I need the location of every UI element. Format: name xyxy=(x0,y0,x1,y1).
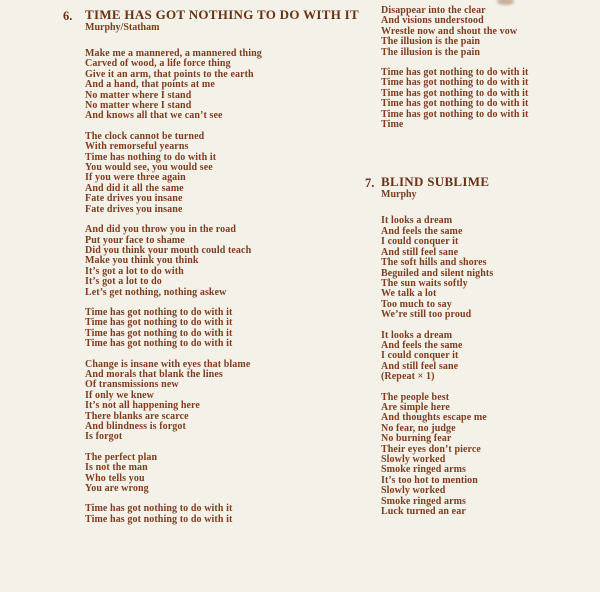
song-7-title: BLIND SUBLIME xyxy=(381,174,490,190)
lyric-line: Put your face to shame xyxy=(85,234,185,246)
song-7-lyrics xyxy=(381,216,596,517)
lyric-line: Their eyes don’t pierce xyxy=(381,443,481,455)
lyric-line: Are simple here xyxy=(381,401,450,413)
lyric-line: Is not the man xyxy=(85,462,148,474)
lyric-line: With remorseful yearns xyxy=(85,141,189,153)
lyric-line: You would see, you would see xyxy=(85,162,213,174)
lyric-line: You are wrong xyxy=(85,483,149,495)
lyric-line: No matter where I stand xyxy=(85,89,192,101)
lyric-line: If you were three again xyxy=(85,172,186,184)
lyric-line: Make you think you think xyxy=(85,255,199,267)
lyric-line: It looks a dream xyxy=(381,215,453,227)
stanza xyxy=(85,360,375,443)
lyric-line: Time has got nothing to do with it xyxy=(381,77,529,89)
lyric-line: Luck turned an ear xyxy=(381,506,466,518)
lyric-line: And morals that blank the lines xyxy=(85,368,223,380)
lyric-line: I could conquer it xyxy=(381,236,459,248)
left-column xyxy=(63,7,375,535)
lyric-line: Of transmissions new xyxy=(85,379,179,391)
song-6-heading xyxy=(63,7,375,34)
lyric-line: Is forgot xyxy=(85,431,123,443)
lyric-line: (Repeat × 1) xyxy=(381,371,435,383)
song-7-number: 7. xyxy=(365,176,375,191)
lyric-line: Carved of wood, a life force thing xyxy=(85,58,231,70)
lyric-line: Let’s get nothing, nothing askew xyxy=(85,286,227,298)
lyric-line: Wrestle now and shout the vow xyxy=(381,25,518,37)
lyric-line: The perfect plan xyxy=(85,451,158,463)
lyric-line: Smoke ringed arms xyxy=(381,464,467,476)
lyric-line: And blindness is forgot xyxy=(85,421,186,432)
lyric-line: Time has got nothing to do with it xyxy=(85,317,233,329)
lyric-line: Time has got nothing to do with it xyxy=(85,338,233,350)
lyric-line: It’s got a lot to do xyxy=(85,276,162,288)
lyric-line: Time has got nothing to do with it xyxy=(85,327,233,339)
lyric-line: Time has got nothing to do with it xyxy=(381,108,529,120)
stanza xyxy=(381,331,596,383)
lyric-line: And still feel sane xyxy=(381,246,459,258)
lyric-line: Time has got nothing to do with it xyxy=(381,87,529,99)
stanza xyxy=(85,504,375,525)
lyric-line: It’s not all happening here xyxy=(85,400,200,412)
lyric-line: The clock cannot be turned xyxy=(85,130,205,142)
song-6-number: 6. xyxy=(63,9,73,23)
stanza xyxy=(85,49,375,122)
lyric-line: Beguiled and silent nights xyxy=(381,267,494,279)
lyric-line: It looks a dream xyxy=(381,329,453,341)
lyric-line: Disappear into the clear xyxy=(381,5,486,16)
lyric-line: The illusion is the pain xyxy=(381,36,481,48)
lyric-line: The illusion is the pain xyxy=(381,46,481,58)
lyric-line: No burning fear xyxy=(381,433,452,445)
lyric-line: Give it an arm, that points to the earth xyxy=(85,68,254,80)
stanza xyxy=(85,308,375,350)
stanza xyxy=(381,68,596,130)
lyric-line: I could conquer it xyxy=(381,350,459,362)
lyric-line: The soft hills and shores xyxy=(381,257,487,269)
lyric-line: Fate drives you insane xyxy=(85,203,183,215)
lyric-line: And visions understood xyxy=(381,15,484,27)
lyric-line: Fate drives you insane xyxy=(85,193,183,205)
lyric-line: And knows all that we can’t see xyxy=(85,110,223,122)
lyric-line: We talk a lot xyxy=(381,288,437,300)
lyric-line: And did it all the same xyxy=(85,182,184,194)
lyric-line: It’s got a lot to do with xyxy=(85,265,184,277)
lyric-line: And thoughts escape me xyxy=(381,412,487,424)
lyric-line: Time has got nothing to do with it xyxy=(381,98,529,110)
lyric-line: Too much to say xyxy=(381,298,452,310)
lyric-line: And still feel sane xyxy=(381,360,459,372)
song-6-lyrics-right xyxy=(381,6,596,130)
lyric-line: Smoke ringed arms xyxy=(381,495,467,507)
stanza xyxy=(381,393,596,518)
stanza xyxy=(381,216,596,320)
song-6-lyrics-left xyxy=(85,49,375,525)
lyric-line: Change is insane with eyes that blame xyxy=(85,358,251,370)
lyric-line: And feels the same xyxy=(381,225,463,237)
lyric-line: It’s too hot to mention xyxy=(381,474,478,486)
lyric-line: And did you throw you in the road xyxy=(85,224,237,236)
lyric-line: Time has got nothing to do with it xyxy=(85,306,233,318)
lyric-line: Did you think your mouth could teach xyxy=(85,244,252,256)
lyric-line: And feels the same xyxy=(381,339,463,351)
lyric-line: If only we knew xyxy=(85,389,155,401)
lyric-line: No fear, no judge xyxy=(381,422,456,434)
song-7-heading xyxy=(365,174,596,201)
lyric-line: Time has got nothing to do with it xyxy=(85,513,233,525)
lyric-line: Time has got nothing to do with it xyxy=(381,67,529,79)
lyric-line: Time xyxy=(381,119,404,131)
lyric-line: There blanks are scarce xyxy=(85,410,189,422)
lyric-line: The sun waits softly xyxy=(381,277,468,289)
stanza xyxy=(381,6,596,58)
lyric-line: Slowly worked xyxy=(381,454,446,465)
scan-artifact xyxy=(497,0,514,5)
stanza xyxy=(85,132,375,215)
lyric-line: Time has got nothing to do with it xyxy=(85,503,233,515)
lyric-line: We’re still too proud xyxy=(381,309,472,321)
lyric-line: Slowly worked xyxy=(381,485,446,497)
song-6-credit: Murphy/Statham xyxy=(85,22,160,33)
lyric-line: Time has nothing to do with it xyxy=(85,151,217,163)
song-6-title: TIME HAS GOT NOTHING TO DO WITH IT xyxy=(85,7,360,22)
lyric-line: Who tells you xyxy=(85,472,145,484)
lyric-line: And a hand, that points at me xyxy=(85,79,215,91)
right-column xyxy=(365,5,596,527)
lyric-line: No matter where I stand xyxy=(85,100,192,112)
lyric-line: Make me a mannered, a mannered thing xyxy=(85,48,262,59)
song-7-credit: Murphy xyxy=(381,189,417,201)
stanza xyxy=(85,225,375,298)
stanza xyxy=(85,453,375,495)
lyric-line: The people best xyxy=(381,391,450,403)
